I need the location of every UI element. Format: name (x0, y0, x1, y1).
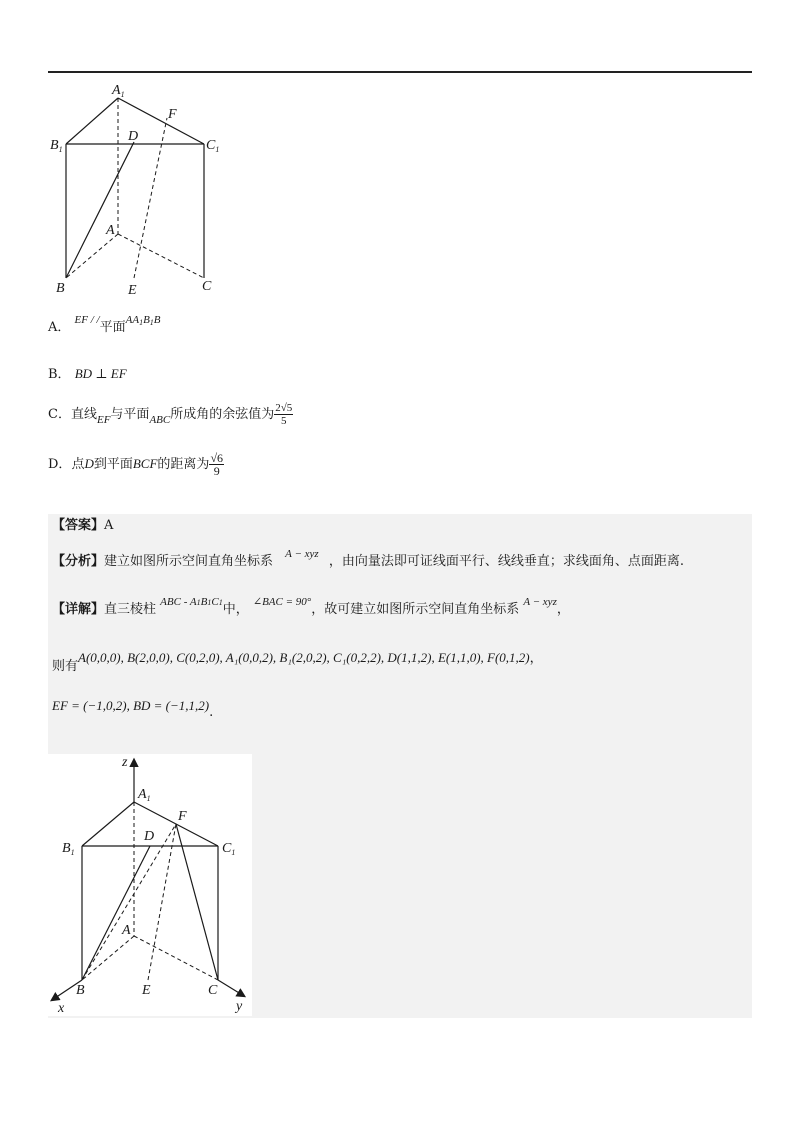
label-b: B (56, 281, 65, 296)
label-c: C (202, 279, 212, 294)
option-b: B． BD ⊥ EF (48, 366, 127, 382)
prism-figure (44, 78, 244, 300)
fraction-c: $\frac{2√5}{5}$ (275, 402, 293, 427)
label-a1: $A_1$ (112, 83, 125, 99)
fraction-d: $\frac{√6}{9}$ (210, 451, 224, 478)
label-f: F (178, 809, 187, 824)
option-d: D．点D到平面BCF的距离为 $\frac{√6}{9}$ (48, 451, 224, 478)
coords-line: 则有A(0,0,0), B(2,0,0), C(0,2,0), A₁(0,0,2), B₁(2,0,2), C₁(0,2,2), D(1,1,2), E(1,1,0), F(0,1,2)， (52, 650, 543, 674)
detail-line: 【详解】直三棱柱 $^{ABC - A1B1C1}$中， $^{\angle BAC = 90^\circ}$，故可建立如图所示空间直角坐标系 $^{A - xyz}$， (52, 596, 570, 617)
option-c: C．直线$_{EF}$与平面$_{ABC}$所成角的余弦值为 $\frac{2√5}{5}$ (48, 402, 293, 427)
segment-bd (66, 142, 134, 278)
answer-line: 【答案】A (52, 518, 114, 533)
label-b1: $B_1$ (62, 841, 75, 857)
edge-a1b1 (66, 98, 118, 144)
label-z: z (122, 755, 128, 770)
header-rule (48, 71, 752, 73)
label-a: A (122, 923, 131, 938)
solution-panel (48, 514, 752, 1018)
analysis-line: 【分析】建立如图所示空间直角坐标系 $^{A - xyz}$ ，由向量法即可证线面平行、线线垂直；求线面角、点面距离. (52, 548, 684, 569)
segment-ef (134, 118, 167, 278)
segment-bd (82, 846, 150, 980)
label-e: E (142, 983, 151, 998)
label-d: D (144, 829, 155, 844)
label-x: x (58, 1001, 65, 1016)
coordinate-figure (48, 754, 252, 1016)
edge-ab (66, 234, 118, 278)
segment-cf (176, 824, 218, 980)
label-c: C (208, 983, 218, 998)
label-y: y (236, 999, 243, 1014)
label-f: F (168, 107, 177, 122)
label-a: A (106, 223, 115, 238)
label-b1: $B_1$ (50, 138, 63, 154)
label-e: E (128, 283, 137, 298)
label-c1: $C_1$ (222, 841, 236, 857)
edge-ac (118, 234, 204, 278)
edge-ac (134, 936, 218, 980)
axis-y (218, 980, 244, 996)
label-c1: $C_1$ (206, 138, 220, 154)
edge-a1b1 (82, 802, 134, 846)
vectors-line: EF = (−1,0,2), BD = (−1,1,2). (52, 698, 214, 720)
edge-ab (82, 936, 134, 980)
option-a: A． $^{EF / /}$平面$^{AA1B1B}$ (48, 314, 161, 335)
label-a1: $A_1$ (138, 787, 151, 803)
label-b: B (76, 983, 85, 998)
label-d: D (128, 129, 139, 144)
